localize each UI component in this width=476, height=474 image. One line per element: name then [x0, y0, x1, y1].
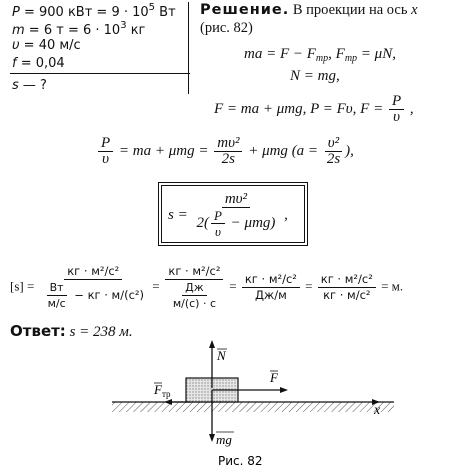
solution-heading: Решение. [200, 2, 290, 18]
figure-caption: Рис. 82 [218, 454, 263, 468]
given-block [12, 2, 190, 74]
given-mass: m = 6 $т = 6 \cdot 10^3$ кг [12, 20, 146, 38]
label-normal-force: N [217, 348, 226, 363]
find-line: s — ? [12, 78, 47, 93]
traction-force-arrow-icon [280, 387, 288, 393]
answer-label: Ответ: [10, 322, 66, 340]
normal-force-arrow-icon [209, 340, 215, 348]
label-traction-force: F [270, 370, 278, 385]
equation-normal: N = mg, [290, 68, 340, 84]
ground-hatching [112, 402, 394, 412]
gravity-arrow-icon [209, 434, 215, 442]
given-divider-vertical [188, 2, 189, 94]
solution-intro: Решение. В проекции на ось x [200, 2, 418, 18]
equation-force-power: F = ma + μmg, P = Fυ, F = $\frac{P}{\upsilon}$ , [214, 93, 414, 125]
label-x-axis: x [374, 403, 381, 418]
label-friction-force: $F_{тр}$ [154, 382, 171, 399]
boxed-result: s = mυ² 2( $\frac{P}{\upsilon}$ − μmg) , [168, 191, 288, 239]
solution-intro-2: (рис. 82) [200, 20, 253, 36]
equation-combined: $\frac{P}{\upsilon}$ = ma + μmg = $\frac{\text{mυ²}}{2s}$ + μmg (a = $\frac{\text{υ²}}{2s}$ ), [96, 136, 354, 167]
given-power: P = 900 кВт = $9 \cdot 10^5$ Вт [12, 2, 176, 20]
label-gravity: mg [216, 432, 232, 447]
answer-line: Ответ: s = 238 м. [10, 322, 133, 340]
units-check: [s] = кг · м²/с² $\frac{Вт}{м/с}$ − кг · м/(с²) = $\frac{\text{кг · м²/с²}}{\frac{Дж}{м/(с) \cdot с}}$ = $\frac{\text{кг · м²/с²}}{Дж/м}$ = $\frac{\text{кг · м²/с²}}{\text{кг · м/с²}}$ = м. [10, 264, 404, 310]
given-friction: f = 0,04 [12, 56, 65, 71]
given-velocity: υ = 40 м/с [12, 38, 81, 53]
equation-newton: ma = $F - F_{тр}$, $F_{тр} = \mu N$, [244, 46, 396, 64]
force-diagram [0, 340, 476, 474]
given-divider-horizontal [10, 73, 190, 74]
